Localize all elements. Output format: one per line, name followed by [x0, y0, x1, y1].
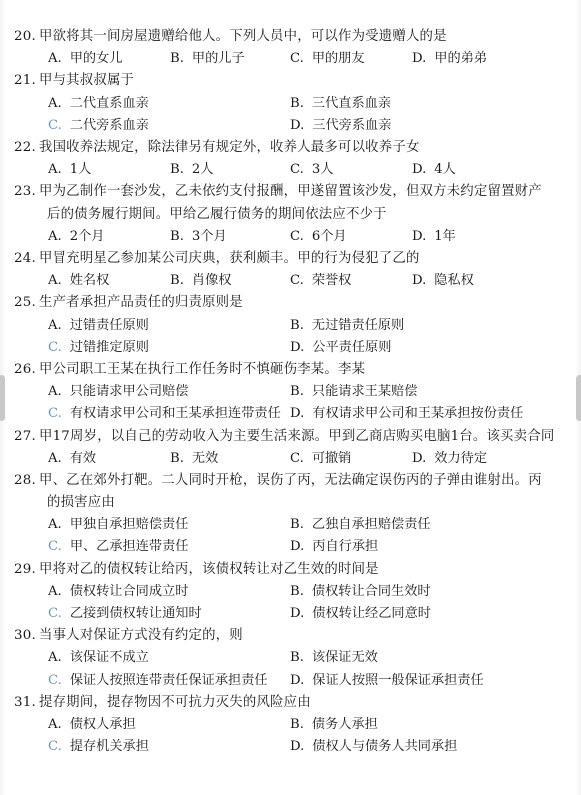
option-letter: C. — [48, 406, 62, 422]
option-text: 3人 — [311, 162, 334, 178]
question-number: 21. — [14, 73, 36, 89]
option-b[interactable] — [170, 48, 245, 70]
option-letter: A. — [48, 95, 62, 111]
option-letter: C. — [48, 117, 62, 133]
option-letter: B. — [290, 384, 304, 400]
option-letter: A. — [48, 583, 62, 599]
option-a[interactable] — [48, 315, 149, 337]
options-row — [14, 514, 566, 536]
question-text: 甲17周岁，以自己的劳动收入为主要生活来源。甲到乙商店购买电脑1台。该买卖合同 — [39, 428, 555, 444]
option-text: 2人 — [191, 162, 214, 178]
option-letter: A. — [48, 384, 62, 400]
option-text: 只能请求王某赔偿 — [311, 384, 418, 400]
option-c[interactable] — [290, 448, 351, 470]
option-a[interactable] — [48, 514, 188, 536]
option-a[interactable] — [48, 581, 188, 603]
option-letter: C. — [290, 228, 304, 244]
option-letter: B. — [290, 583, 304, 599]
option-letter: D. — [412, 162, 427, 178]
question-number: 29. — [14, 561, 36, 577]
option-letter: C. — [290, 51, 304, 67]
option-text: 1年 — [434, 228, 456, 244]
question-number: 30. — [14, 628, 36, 644]
option-d[interactable] — [412, 226, 456, 248]
option-letter: A. — [48, 317, 62, 333]
question-text: 的损害应由 — [47, 495, 115, 511]
option-text: 公平责任原则 — [312, 339, 392, 355]
question-text: 生产者承担产品责任的归责原则是 — [39, 295, 243, 311]
option-letter: C. — [48, 539, 62, 555]
option-letter: D. — [290, 606, 305, 622]
option-a[interactable] — [48, 159, 91, 181]
option-letter: C. — [290, 450, 304, 466]
question-text: 后的债务履行期间。甲给乙履行债务的期间依法应不少于 — [47, 206, 387, 222]
question-text: 甲将对乙的债权转让给丙，该债权转让对乙生效的时间是 — [39, 561, 379, 577]
option-text: 三代直系血亲 — [311, 95, 392, 111]
option-letter: D. — [290, 406, 305, 422]
question-text: 当事人对保证方式没有约定的，则 — [39, 628, 243, 644]
option-b[interactable] — [170, 270, 231, 292]
question-number: 26. — [14, 361, 36, 377]
options-row — [14, 115, 566, 137]
option-text: 6个月 — [311, 228, 347, 244]
option-text: 乙接到债权转让通知时 — [69, 606, 202, 622]
option-text: 效力待定 — [434, 450, 488, 466]
option-b[interactable] — [290, 581, 431, 603]
option-letter: B. — [170, 51, 184, 67]
options-row — [14, 603, 566, 625]
options-row — [14, 159, 566, 181]
option-letter: B. — [170, 162, 184, 178]
option-text: 无效 — [191, 450, 219, 466]
option-c[interactable] — [290, 270, 351, 292]
options-row — [14, 48, 566, 70]
option-text: 甲、乙承担连带责任 — [69, 539, 189, 555]
option-text: 二代旁系血亲 — [69, 117, 149, 133]
option-letter: C. — [48, 606, 62, 622]
question-text: 甲欲将其一间房屋遗赠给他人。下列人员中，可以作为受遗赠人的是 — [39, 29, 447, 44]
option-text: 无过错责任原则 — [311, 317, 405, 333]
option-text: 有权请求甲公司和王某承担连带责任 — [69, 406, 281, 422]
option-text: 二代直系血亲 — [69, 95, 149, 111]
option-text: 该保证不成立 — [69, 650, 149, 666]
option-letter: A. — [48, 450, 62, 466]
question-stem — [14, 470, 566, 492]
option-text: 可撤销 — [311, 450, 352, 466]
question-stem-continuation — [14, 204, 566, 226]
option-letter: A. — [48, 228, 62, 244]
option-letter: D. — [412, 228, 427, 244]
options-row — [14, 381, 566, 403]
question-stem — [14, 625, 566, 647]
question-stem — [14, 426, 566, 448]
question-stem — [14, 137, 566, 159]
option-c[interactable] — [48, 536, 189, 558]
option-text: 只能请求甲公司赔偿 — [69, 384, 189, 400]
question-text: 提存期间，提存物因不可抗力灭失的风险应由 — [39, 694, 311, 710]
option-letter: C. — [290, 162, 304, 178]
option-c[interactable] — [290, 48, 365, 70]
options-row — [14, 93, 566, 115]
option-c[interactable] — [48, 736, 149, 758]
option-d[interactable] — [290, 403, 523, 425]
option-text: 保证人按照连带责任保证承担责任 — [69, 672, 268, 688]
option-letter: B. — [170, 273, 184, 289]
option-b[interactable] — [170, 448, 218, 470]
option-d[interactable] — [290, 603, 431, 625]
option-text: 甲的女儿 — [69, 51, 123, 67]
question-text: 甲冒充明星乙参加某公司庆典，获利颇丰。甲的行为侵犯了乙的 — [39, 250, 420, 266]
option-text: 甲的儿子 — [191, 51, 245, 67]
option-b[interactable] — [290, 714, 378, 736]
option-a[interactable] — [48, 381, 188, 403]
option-letter: B. — [170, 228, 184, 244]
question-30 — [14, 625, 566, 692]
question-25 — [14, 292, 566, 359]
option-text: 过错责任原则 — [69, 317, 149, 333]
question-28 — [14, 470, 566, 559]
option-letter: D. — [290, 117, 305, 133]
question-stem — [14, 692, 566, 714]
option-b[interactable] — [170, 226, 227, 248]
option-text: 该保证无效 — [311, 650, 378, 666]
option-a[interactable] — [48, 93, 149, 115]
question-text: 甲与其叔叔属于 — [39, 73, 135, 89]
option-letter: C. — [48, 739, 62, 755]
question-number: 31. — [14, 694, 36, 710]
option-a[interactable] — [48, 714, 136, 736]
option-letter: B. — [290, 317, 304, 333]
option-d[interactable] — [290, 337, 391, 359]
option-text: 姓名权 — [69, 273, 110, 289]
options-row — [14, 736, 566, 758]
option-letter: C. — [48, 672, 62, 688]
option-d[interactable] — [290, 670, 484, 692]
option-letter: D. — [290, 672, 305, 688]
option-c[interactable] — [48, 403, 281, 425]
option-b[interactable] — [290, 381, 417, 403]
option-d[interactable] — [412, 448, 487, 470]
option-letter: D. — [412, 273, 427, 289]
option-letter: B. — [290, 650, 304, 666]
question-text: 甲公司职工王某在执行工作任务时不慎砸伤李某。李某 — [39, 361, 366, 377]
option-letter: D. — [290, 339, 305, 355]
option-b[interactable] — [290, 514, 431, 536]
option-text: 保证人按照一般保证承担责任 — [312, 672, 484, 688]
option-letter: A. — [48, 650, 62, 666]
option-a[interactable] — [48, 448, 96, 470]
option-letter: A. — [48, 717, 62, 733]
option-text: 三代旁系血亲 — [312, 117, 392, 133]
option-c[interactable] — [48, 670, 268, 692]
question-22 — [14, 137, 566, 181]
option-letter: B. — [170, 450, 184, 466]
options-row — [14, 581, 566, 603]
options-row — [14, 670, 566, 692]
option-a[interactable] — [48, 48, 122, 70]
options-row — [14, 226, 566, 248]
question-number: 27. — [14, 428, 36, 444]
option-letter: D. — [412, 51, 427, 67]
option-letter: A. — [48, 273, 62, 289]
option-text: 肖像权 — [191, 273, 232, 289]
question-number: 28. — [14, 472, 36, 488]
options-row — [14, 337, 566, 359]
option-text: 丙自行承担 — [312, 539, 379, 555]
option-text: 有权请求甲公司和王某承担按份责任 — [312, 406, 524, 422]
option-c[interactable] — [290, 226, 347, 248]
question-31 — [14, 692, 566, 759]
option-letter: C. — [48, 339, 62, 355]
options-row — [14, 647, 566, 669]
question-stem — [14, 26, 566, 48]
question-stem — [14, 181, 566, 203]
option-letter: B. — [290, 95, 304, 111]
option-text: 甲的弟弟 — [434, 51, 488, 67]
option-text: 有效 — [69, 450, 97, 466]
question-number: 20. — [14, 29, 36, 44]
question-stem — [14, 559, 566, 581]
option-a[interactable] — [48, 270, 109, 292]
options-row — [14, 714, 566, 736]
option-a[interactable] — [48, 647, 149, 669]
option-d[interactable] — [412, 270, 474, 292]
options-row — [14, 403, 566, 425]
option-text: 4人 — [434, 162, 456, 178]
question-stem — [14, 292, 566, 314]
question-number: 23. — [14, 184, 36, 200]
left-edge-tab[interactable] — [0, 375, 5, 421]
option-b[interactable] — [170, 159, 213, 181]
right-edge-tab[interactable] — [576, 375, 581, 421]
option-d[interactable] — [412, 159, 456, 181]
option-letter: B. — [290, 717, 304, 733]
question-text: 甲、乙在郊外打靶。二人同时开枪，误伤了丙，无法确定误伤丙的子弹由谁射出。丙 — [39, 472, 542, 488]
question-27 — [14, 426, 566, 470]
option-letter: A. — [48, 51, 62, 67]
options-row — [14, 448, 566, 470]
option-d[interactable] — [290, 536, 378, 558]
option-text: 2个月 — [69, 228, 105, 244]
question-list — [14, 26, 566, 758]
option-b[interactable] — [290, 93, 391, 115]
question-20 — [14, 26, 566, 70]
option-c[interactable] — [48, 603, 202, 625]
question-26 — [14, 359, 566, 426]
option-b[interactable] — [290, 647, 378, 669]
question-number: 25. — [14, 295, 36, 311]
option-text: 荣誉权 — [311, 273, 352, 289]
option-text: 隐私权 — [434, 273, 474, 289]
option-text: 甲独自承担赔偿责任 — [69, 517, 189, 533]
question-number: 24. — [14, 250, 36, 266]
option-letter: C. — [290, 273, 304, 289]
option-text: 过错推定原则 — [69, 339, 149, 355]
question-stem-continuation — [14, 492, 566, 514]
option-text: 债务人承担 — [311, 717, 378, 733]
option-letter: A. — [48, 517, 62, 533]
option-letter: A. — [48, 162, 62, 178]
options-row — [14, 315, 566, 337]
option-d[interactable] — [290, 736, 457, 758]
option-d[interactable] — [412, 48, 487, 70]
question-21 — [14, 70, 566, 137]
option-letter: D. — [290, 539, 305, 555]
question-24 — [14, 248, 566, 292]
options-row — [14, 270, 566, 292]
question-stem — [14, 359, 566, 381]
option-d[interactable] — [290, 115, 391, 137]
question-text: 甲为乙制作一套沙发，乙未依约支付报酬，甲遂留置该沙发，但双方未约定留置财产 — [39, 184, 542, 200]
option-text: 债权转让合同成立时 — [69, 583, 189, 599]
option-text: 1人 — [69, 162, 92, 178]
option-letter: B. — [290, 517, 304, 533]
option-text: 3个月 — [191, 228, 227, 244]
question-23 — [14, 181, 566, 248]
option-c[interactable] — [290, 159, 333, 181]
option-a[interactable] — [48, 226, 104, 248]
option-text: 债权转让合同生效时 — [311, 583, 431, 599]
option-text: 乙独自承担赔偿责任 — [311, 517, 431, 533]
option-c[interactable] — [48, 115, 149, 137]
option-letter: D. — [290, 739, 305, 755]
option-text: 债权人承担 — [69, 717, 136, 733]
option-c[interactable] — [48, 337, 149, 359]
question-stem — [14, 248, 566, 270]
option-b[interactable] — [290, 315, 404, 337]
option-text: 甲的朋友 — [311, 51, 365, 67]
question-text: 我国收养法规定，除法律另有规定外，收养人最多可以收养子女 — [39, 139, 420, 155]
question-stem — [14, 70, 566, 92]
options-row — [14, 536, 566, 558]
question-29 — [14, 559, 566, 626]
option-letter: D. — [412, 450, 427, 466]
option-text: 债权转让经乙同意时 — [312, 606, 431, 622]
option-text: 债权人与债务人共同承担 — [312, 739, 458, 755]
option-text: 提存机关承担 — [69, 739, 149, 755]
question-number: 22. — [14, 139, 36, 155]
